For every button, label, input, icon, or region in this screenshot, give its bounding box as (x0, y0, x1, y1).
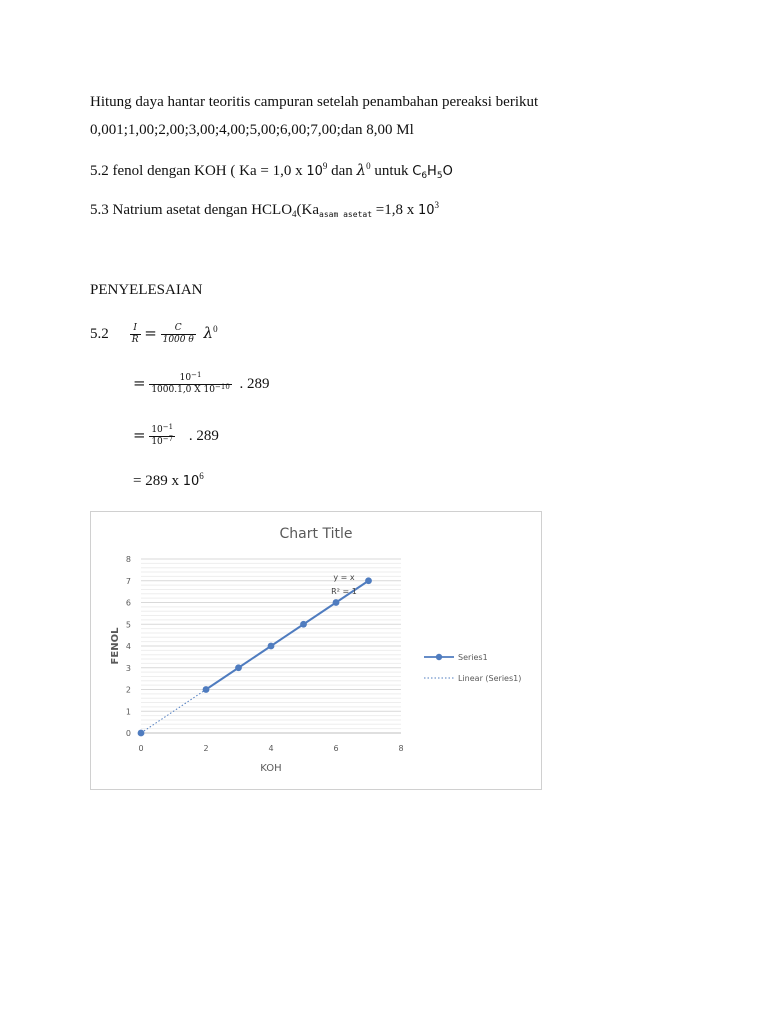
phenoxide-formula: $C_6H_5O$ (412, 164, 453, 181)
x-tick-label: 4 (268, 744, 274, 753)
intro-line-2: 0,001;1,00;2,00;3,00;4,00;5,00;6,00;7,00;dan 8,00 Ml (90, 122, 414, 138)
data-point (203, 686, 210, 693)
lambda-exponent: 0 (213, 324, 218, 334)
legend-entry-series1 (424, 653, 488, 662)
y-tick-label: 8 (125, 555, 131, 564)
x-axis-label: KOH (260, 763, 282, 774)
untuk-text: untuk (370, 163, 413, 179)
eq4-prefix: = 289 x (133, 473, 183, 489)
series-segment (304, 603, 337, 625)
chart-container (90, 511, 542, 790)
x-tick-label: 6 (333, 744, 339, 753)
equation-2 (133, 370, 270, 396)
trendline-equation-text: y = x (333, 573, 355, 582)
data-point (268, 643, 275, 650)
lambda-exponent: 0 (366, 161, 371, 171)
item-5-3-power-exponent: 3 (434, 200, 440, 210)
x-tick-label: 0 (138, 744, 144, 753)
section-heading: PENYELESAIAN (90, 282, 203, 298)
rhs-fraction: $\frac{C}{1000 \theta}$ (162, 323, 194, 346)
lambda-symbol: λ (356, 161, 367, 179)
equals-sign: = (133, 426, 146, 444)
series-segment (206, 668, 239, 690)
lambda-symbol: λ (203, 324, 214, 342)
item-5-3-power-base: 10 (417, 203, 435, 218)
item-5-2-prefix: 5.2 fenol dengan KOH ( Ka = 1,0 x (90, 163, 307, 179)
y-axis-label: FENOL (110, 627, 121, 665)
y-tick-label: 3 (125, 663, 131, 673)
trendline-r-squared: R² = 1 (331, 587, 357, 596)
data-point (333, 599, 340, 606)
chart-title: Chart Title (279, 526, 353, 542)
y-tick-label: 2 (125, 685, 131, 695)
equation-3 (133, 422, 219, 448)
legend-entry-trendline (424, 674, 521, 683)
ka-value: =1,8 x (372, 202, 418, 218)
series-segment (239, 646, 272, 668)
eq4-power-base: 10 (182, 474, 200, 489)
legend-series1-label: Series1 (458, 653, 488, 662)
intro-line-1: Hitung daya hantar teoritis campuran setelah penambahan pereaksi berikut (90, 94, 539, 110)
eq4-power-exponent: 6 (199, 471, 204, 481)
trendline-equation (331, 573, 357, 596)
series-layer (138, 577, 372, 736)
lhs-fraction: $\frac{I}{R}$ (131, 323, 139, 346)
dan-text: dan (327, 163, 357, 179)
y-tick-label: 6 (125, 598, 131, 608)
y-tick-label: 7 (125, 576, 131, 586)
ka-open: (Ka (296, 202, 320, 218)
hclo-subscript: 4 (292, 209, 297, 219)
legend (424, 653, 521, 683)
x-tick-label: 2 (203, 744, 209, 753)
scatter-chart (91, 512, 541, 789)
eq3-fraction: $\frac{10^{-1}}{10^{-7}}$ (151, 423, 174, 448)
y-tick-label: 0 (125, 729, 131, 738)
ka-subscript: asam asetat (319, 210, 373, 219)
y-tick-label: 5 (125, 620, 131, 630)
data-point (138, 730, 145, 737)
data-point (365, 577, 372, 584)
item-5-2-statement (90, 160, 453, 182)
y-tick-label: 4 (125, 642, 131, 651)
eq2-tail: . 289 (239, 376, 270, 392)
y-tick-label: 1 (125, 707, 131, 717)
ka-power-base: 10 (306, 164, 323, 179)
equation-4 (133, 471, 204, 492)
data-point (235, 664, 242, 671)
series-segment (271, 624, 304, 646)
eq2-fraction: $\frac{10^{-1}}{1000.1,0 X 10^{-10}}$ (151, 371, 230, 396)
legend-series1-marker (436, 654, 442, 660)
ka-power-exponent: 9 (322, 161, 328, 171)
equals-sign: = (133, 374, 146, 392)
item-5-3-statement (90, 200, 439, 221)
equation-1 (90, 320, 218, 346)
x-tick-label: 8 (398, 744, 404, 753)
legend-trendline-label: Linear (Series1) (458, 674, 522, 683)
data-point (300, 621, 307, 628)
eq3-tail: . 289 (188, 428, 219, 444)
equals-sign: = (144, 324, 157, 342)
item-5-3-prefix: 5.3 Natrium asetat dengan HCLO (90, 202, 293, 218)
equation-label: 5.2 (90, 326, 109, 342)
